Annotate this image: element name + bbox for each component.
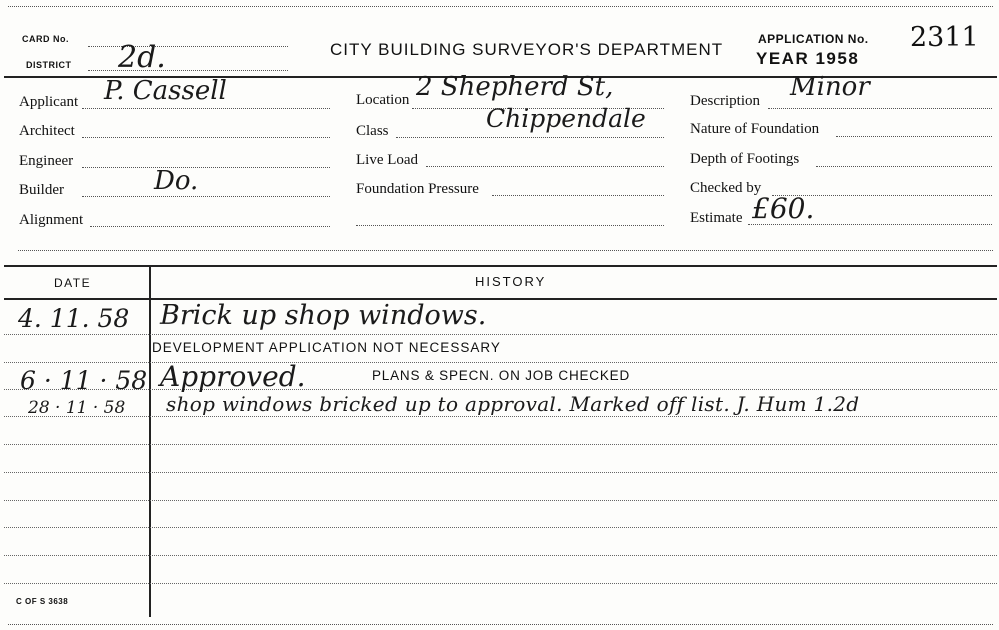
- district-label: DISTRICT: [26, 60, 72, 70]
- history-stamp: DEVELOPMENT APPLICATION NOT NECESSARY: [152, 340, 501, 355]
- applicant-line: [82, 108, 330, 109]
- history-rule-6: [4, 472, 997, 473]
- alignment-label: Alignment: [19, 212, 84, 228]
- live-load-line: [426, 166, 664, 167]
- builder-label: Builder: [19, 182, 64, 198]
- top-dotted-rule: [8, 6, 993, 7]
- applicant-label: Applicant: [19, 94, 79, 110]
- department-title: CITY BUILDING SURVEYOR'S DEPARTMENT: [330, 40, 724, 59]
- class-value: Chippendale: [486, 104, 646, 133]
- history-column-header: HISTORY: [475, 274, 547, 289]
- history-top-rule: [4, 265, 997, 267]
- history-date: 28 · 11 · 58: [28, 398, 126, 418]
- builder-value: Do.: [154, 166, 199, 196]
- district-value: 2d.: [118, 40, 166, 75]
- application-no-label: APPLICATION No.: [758, 32, 869, 46]
- fields-bottom-dotted: [18, 250, 993, 251]
- history-rule-9: [4, 555, 997, 556]
- live-load-label: Live Load: [356, 152, 419, 168]
- history-stamp: PLANS & SPECN. ON JOB CHECKED: [372, 368, 631, 383]
- year-label: YEAR 1958: [756, 49, 860, 68]
- depth-line: [816, 166, 992, 167]
- location-value: 2 Shepherd St,: [416, 72, 614, 102]
- date-column-divider: [149, 267, 151, 617]
- history-date: 4. 11. 58: [18, 304, 130, 333]
- history-rule-7: [4, 500, 997, 501]
- builder-line: [82, 196, 330, 197]
- bottom-dotted-rule: [8, 624, 993, 625]
- history-text: Approved.: [160, 360, 306, 393]
- description-label: Description: [690, 93, 760, 109]
- architect-line: [82, 137, 330, 138]
- history-rule-10: [4, 583, 997, 584]
- history-rule-1: [4, 334, 997, 335]
- date-column-header: DATE: [54, 276, 92, 290]
- estimate-label: Estimate: [690, 210, 743, 226]
- checked-by-label: Checked by: [690, 180, 762, 196]
- applicant-value: P. Cassell: [104, 76, 227, 106]
- history-text: shop windows bricked up to approval. Marked off list. J. Hum 1.2d: [166, 392, 860, 416]
- foundation-pressure-label: Foundation Pressure: [356, 181, 479, 197]
- class-label: Class: [356, 123, 389, 139]
- nature-of-foundation-label: Nature of Foundation: [690, 121, 820, 137]
- history-text: Brick up shop windows.: [160, 300, 487, 331]
- depth-of-footings-label: Depth of Footings: [690, 151, 800, 167]
- engineer-label: Engineer: [19, 153, 74, 169]
- history-rule-3: [4, 389, 997, 390]
- description-value: Minor: [790, 72, 870, 102]
- card-no-label: CARD No.: [22, 34, 69, 44]
- history-date: 6 · 11 · 58: [20, 366, 148, 395]
- history-header-rule: [4, 298, 997, 300]
- engineer-line: [82, 167, 330, 168]
- location-label: Location: [356, 92, 410, 108]
- history-rule-8: [4, 527, 997, 528]
- alignment-line: [90, 226, 330, 227]
- class-line: [396, 137, 664, 138]
- description-line: [768, 108, 992, 109]
- history-rule-4: [4, 416, 997, 417]
- col2-blank-line: [356, 225, 664, 226]
- foundation-pressure-line: [492, 195, 664, 196]
- history-rule-5: [4, 444, 997, 445]
- form-code: C OF S 3638: [16, 597, 69, 606]
- nature-line: [836, 136, 992, 137]
- estimate-value: £60.: [752, 192, 815, 225]
- application-no-value: 2311: [910, 22, 979, 53]
- history-rule-2: [4, 362, 997, 363]
- architect-label: Architect: [19, 123, 75, 139]
